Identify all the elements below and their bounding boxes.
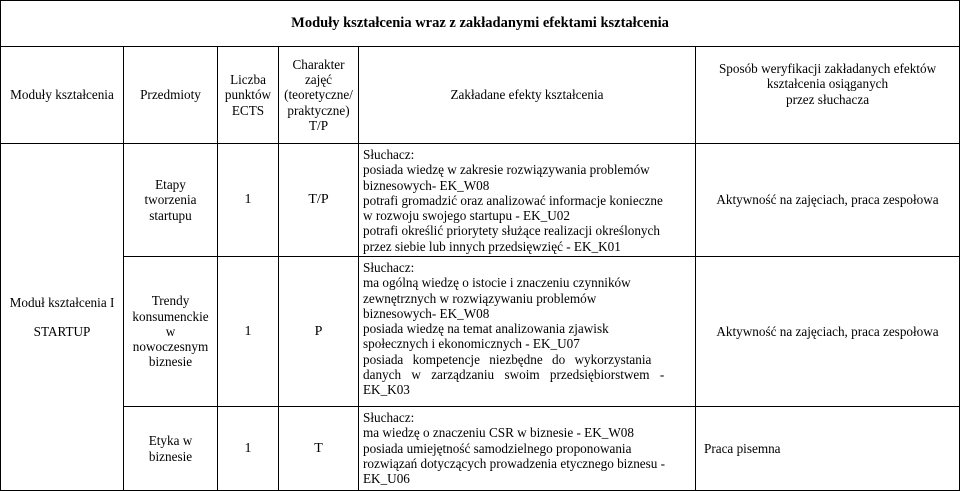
header-class-type: Charakter zajęć (teoretyczne/ praktyczne) T/P: [279, 47, 359, 144]
header-modules: Moduły kształcenia: [1, 47, 124, 144]
verification-cell: Aktywność na zajęciach, praca zespołowa: [696, 257, 960, 407]
header-ects: Liczba punktów ECTS: [218, 47, 279, 144]
subject-cell: Trendy konsumenckie w nowoczesnym biznesie: [124, 257, 218, 407]
verification-cell: Praca pisemna: [696, 407, 960, 491]
class-type-cell: T: [279, 407, 359, 491]
header-verification: Sposób weryfikacji zakładanych efektów kształcenia osiąganych przez słuchacza: [696, 47, 960, 144]
learning-outcomes-cell: Słuchacz: ma wiedzę o znaczeniu CSR w biznesie - EK_W08 posiada umiejętność samodzielnego proponowania rozwiązań dotyczących prowadzenia etycznego biznesu - EK_U06: [359, 407, 696, 491]
learning-outcomes-cell: Słuchacz: ma ogólną wiedzę o istocie i znaczeniu czynników zewnętrznych w rozwiązywaniu problemów biznesowych- EK_W08 posiada wiedzę na temat analizowania zjawisk społecznych i ekonomicznych - EK_U07 posiada kompetencje niezbędne do wykorzystania danych w zarządzaniu swoim przedsiębiorstwem - EK_K03: [359, 257, 696, 407]
header-learning-outcomes: Zakładane efekty kształcenia: [359, 47, 696, 144]
learning-outcomes-cell: Słuchacz: posiada wiedzę w zakresie rozwiązywania problemów biznesowych- EK_W08 potrafi gromadzić oraz analizować informacje konieczne w rozwoju swojego startupu - EK_U02 potrafi określić priorytety służące realizacji określonych przez siebie lub innych przedsięwzięć - EK_K01: [359, 144, 696, 257]
table-title: Moduły kształcenia wraz z zakładanymi efektami kształcenia: [1, 1, 960, 47]
ects-cell: 1: [218, 144, 279, 257]
ects-cell: 1: [218, 407, 279, 491]
verification-cell: Aktywność na zajęciach, praca zespołowa: [696, 144, 960, 257]
header-subjects: Przedmioty: [124, 47, 218, 144]
subject-cell: Etapy tworzenia startupu: [124, 144, 218, 257]
subject-cell: Etyka w biznesie: [124, 407, 218, 491]
class-type-cell: P: [279, 257, 359, 407]
module-cell: Moduł kształcenia I STARTUP: [1, 144, 124, 491]
ects-cell: 1: [218, 257, 279, 407]
class-type-cell: T/P: [279, 144, 359, 257]
